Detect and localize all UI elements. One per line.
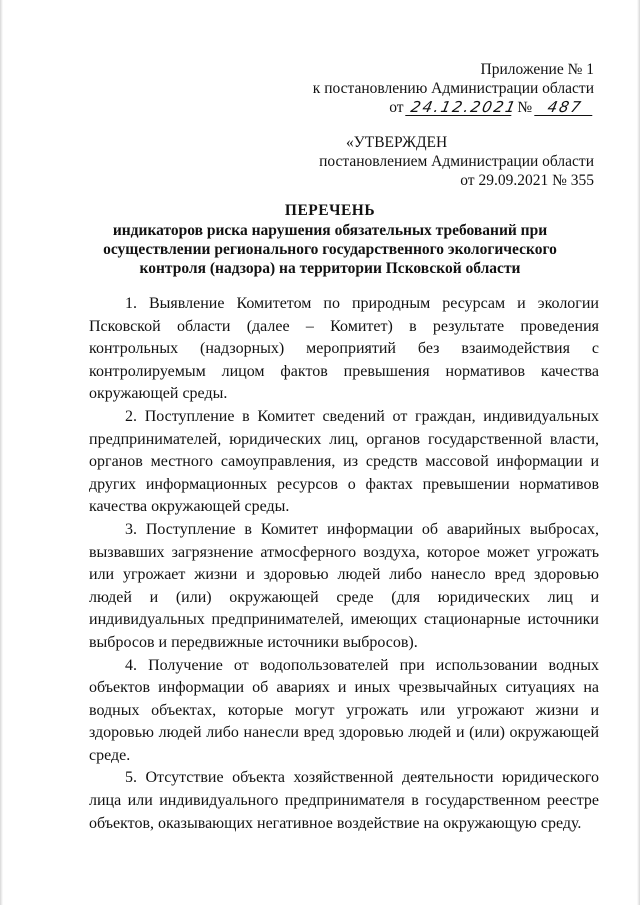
list-item: 5. Отсутствие объекта хозяйственной деятельности юридического лица или индивидуального предпринимателя в государственном реестре объектов, оказывающих негативное воздействие на окружающую среду. bbox=[89, 769, 599, 832]
document-title bbox=[60, 201, 600, 278]
approved-heading: «УТВЕРЖДЕН bbox=[346, 134, 448, 151]
appendix-date-line bbox=[294, 98, 594, 117]
title-subtitle-line-1: индикаторов риска нарушения обязательных требований при bbox=[112, 222, 548, 239]
list-item: 3. Поступление в Комитет информации об аварийных выбросах, вызвавших загрязнение атмосферного воздуха, которое может угрожать или угрожает жизни и здоровью людей либо нанесло вред здоровью людей и (или) окружающей среде (для юридических лиц и индивидуальных предпринимателей, имеющих стационарные источники выбросов и передвижные источники выбросов). bbox=[89, 520, 599, 651]
approval-stamp-text bbox=[264, 133, 594, 190]
date-prefix: от bbox=[389, 99, 404, 116]
appendix-header bbox=[294, 60, 594, 117]
number-prefix: № bbox=[517, 99, 533, 116]
list-item: 1. Выявление Комитетом по природным ресурсам и экологии Псковской области (далее – Комитет) в результате проведения контрольных (надзорных) мероприятий без взаимодействия с контролируемым лицом фактов превышения нормативов качества окружающей среды. bbox=[89, 295, 599, 403]
scan-edge-left bbox=[0, 0, 3, 905]
title-subtitle-line-3: контроля (надзора) на территории Псковской области bbox=[139, 260, 521, 277]
appendix-title: Приложение № 1 bbox=[480, 61, 594, 78]
title-main: ПЕРЕЧЕНЬ bbox=[284, 202, 376, 219]
handwritten-number: 487 bbox=[534, 99, 596, 116]
approved-by: постановлением Администрации области bbox=[319, 153, 594, 170]
appendix-reference: к постановлению Администрации области bbox=[312, 80, 594, 97]
approved-date: от 29.09.2021 № 355 bbox=[460, 172, 594, 189]
document-body bbox=[89, 293, 599, 835]
handwritten-date: 24.12.2021 bbox=[406, 99, 516, 116]
list-item: 4. Получение от водопользователей при использовании водных объектов информации об авариях и иных чрезвычайных ситуациях на водных объектах, которые могут угрожать или угрожают жизни и здоровью людей либо нанесли вред здоровью людей и (или) окружающей среде. bbox=[89, 656, 599, 764]
list-item: 2. Поступление в Комитет сведений от граждан, индивидуальных предпринимателей, юридических лиц, органов государственной власти, органов местного самоуправления, из средств массовой информации и других информационных ресурсов о фактах превышении нормативов качества окружающей среды. bbox=[89, 407, 599, 516]
title-subtitle-line-2: осуществлении регионального государственного экологического bbox=[103, 241, 557, 258]
